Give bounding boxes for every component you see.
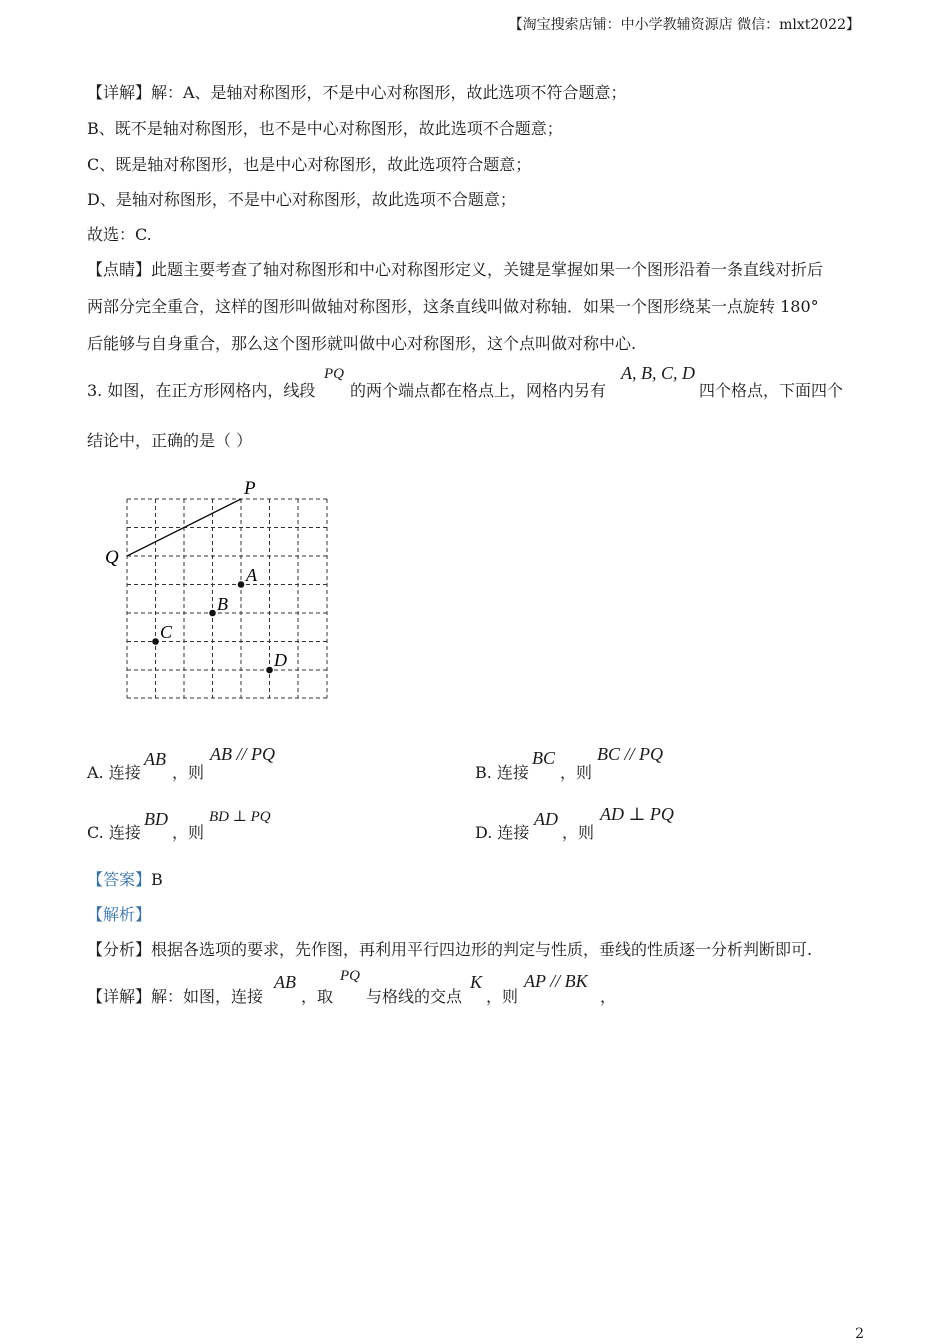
question-points: A, B, C, D (621, 363, 695, 383)
option-b-relation: BC // PQ (597, 744, 663, 764)
label-b: B (217, 594, 228, 614)
solution-choice: 故选：C. (87, 225, 152, 244)
answer-line (87, 867, 163, 890)
question-stem-part3: 四个格点，下面四个 (699, 381, 844, 400)
option-c-seg: BD (144, 809, 168, 829)
option-d-relation: AD ⊥ PQ (600, 804, 674, 824)
point-b (209, 610, 216, 617)
label-q: Q (105, 547, 119, 568)
detail-part1: 【详解】解：如图，连接 (87, 987, 264, 1006)
answer-label: 【答案】 (87, 870, 152, 889)
point-a (238, 581, 245, 588)
option-b-seg: BC (532, 748, 556, 768)
detail-relation: AP // BK (524, 971, 588, 991)
detail-part5: ， (600, 987, 617, 1006)
solution-line-c: C、既是轴对称图形，也是中心对称图形，故此选项符合题意； (87, 155, 532, 174)
option-c-relation: BD ⊥ PQ (209, 809, 271, 825)
analysis-label: 【解析】 (87, 905, 152, 924)
option-d-mid: ，则 (562, 823, 595, 842)
question-stem-part2: 的两个端点都在格点上，网格内另有 (350, 381, 607, 400)
detail-part4: ，则 (486, 987, 519, 1006)
label-c: C (160, 622, 173, 642)
comment-line-1: 【点睛】此题主要考查了轴对称图形和中心对称图形定义，关键是掌握如果一个图形沿着一条直线对折后 (87, 260, 824, 279)
option-a-prefix: A. 连接 (87, 763, 141, 782)
option-a-mid: ，则 (172, 763, 205, 782)
option-d-prefix: D. 连接 (475, 823, 530, 842)
question-stem-part1: 3. 如图，在正方形网格内，线段 (87, 381, 316, 400)
option-a-seg: AB (144, 749, 166, 769)
point-d (266, 667, 273, 674)
page-number: 2 (855, 1326, 864, 1342)
label-p: P (244, 478, 256, 499)
detail-part3: 与格线的交点 (366, 987, 463, 1006)
detail-part2: ，取 (301, 987, 334, 1006)
option-c-prefix: C. 连接 (87, 823, 141, 842)
question-stem-line2: 结论中，正确的是（ ） (87, 431, 253, 450)
detail-pq: PQ (340, 968, 360, 984)
label-a: A (246, 565, 257, 585)
option-b-prefix: B. 连接 (475, 763, 529, 782)
point-c (152, 638, 159, 645)
solution-line-b: B、既不是轴对称图形，也不是中心对称图形，故此选项不合题意； (87, 119, 563, 138)
comment-line-2: 两部分完全重合，这样的图形叫做轴对称图形，这条直线叫做对称轴．如果一个图形绕某一点旋转 180° (87, 297, 819, 316)
detail-k: K (470, 972, 483, 992)
option-d-seg: AD (534, 809, 558, 829)
answer-value: B (151, 870, 163, 889)
analysis-text: 【分析】根据各选项的要求，先作图，再利用平行四边形的判定与性质，垂线的性质逐一分析判断即可. (87, 940, 813, 959)
option-c-mid: ，则 (172, 823, 205, 842)
detail-ab: AB (274, 972, 296, 992)
comment-line-3: 后能够与自身重合，那么这个图形就叫做中心对称图形，这个点叫做对称中心. (87, 334, 637, 353)
question-pq: PQ (324, 366, 344, 382)
page-header: 【淘宝搜索店铺：中小学教辅资源店 微信：mlxt2022】 (508, 17, 860, 33)
solution-line-d: D、是轴对称图形，不是中心对称图形，故此选项不合题意； (87, 190, 516, 209)
option-a-relation: AB // PQ (210, 744, 275, 764)
grid-figure (100, 475, 340, 705)
option-b-mid: ，则 (560, 763, 593, 782)
solution-line-a: 【详解】解：A、是轴对称图形，不是中心对称图形，故此选项不符合题意； (87, 83, 627, 102)
label-d: D (274, 650, 287, 670)
